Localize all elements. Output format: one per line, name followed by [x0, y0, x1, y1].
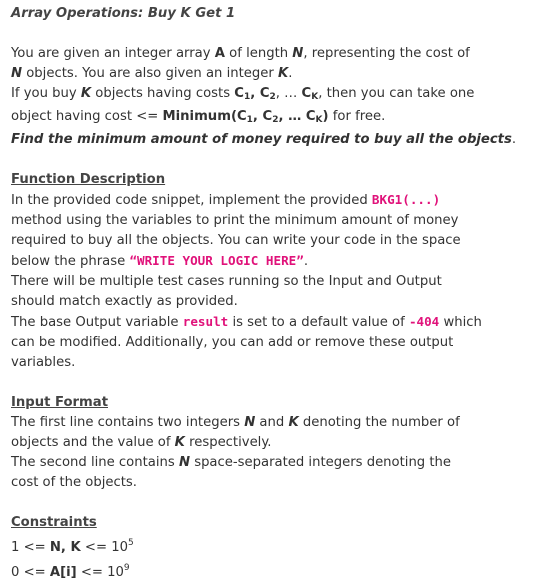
intro-line-3: If you buy K objects having costs $C_1$, $C_2$, … $C_K$, then you can take one [11, 86, 475, 102]
cost-c1: C [234, 86, 244, 101]
text: ) [322, 109, 329, 124]
text: The first line contains two integers [11, 415, 245, 430]
constraint-2 [11, 558, 549, 583]
if-line-3 [11, 453, 549, 473]
text: . [511, 132, 517, 147]
var-ai: A[i] [49, 565, 77, 580]
fd-line-7 [11, 312, 549, 333]
subscript: 1 [243, 92, 251, 102]
text: respectively. [184, 435, 272, 450]
result-variable: result [182, 314, 229, 329]
text: which [439, 315, 482, 330]
fd-line-9: variables. [11, 355, 76, 370]
var-k: K [288, 415, 299, 430]
text: , C [252, 109, 273, 124]
var-a: A [214, 46, 225, 61]
text: <= 10 [76, 565, 124, 580]
var-nk: N, K [49, 540, 81, 555]
text: objects and the value of [11, 435, 175, 450]
fd-line-5: There will be multiple test cases running so the Input and Output [11, 274, 442, 289]
text: The second line contains [11, 455, 179, 470]
text: for free. [328, 109, 386, 124]
task-line [11, 130, 549, 150]
constraint-1 [11, 533, 549, 558]
var-n: N [11, 66, 23, 81]
text: The base Output variable [11, 315, 183, 330]
var-k: K [174, 435, 185, 450]
subscript: 1 [246, 115, 253, 125]
var-n: N [244, 415, 256, 430]
cost-ck: C [301, 86, 312, 101]
cost-c2: C [259, 86, 270, 101]
fd-line-1 [11, 190, 549, 211]
subscript: 2 [272, 115, 279, 125]
fd-line-8: can be modified. Additionally, you can add or remove these output [11, 335, 454, 350]
text: 0 <= [11, 565, 50, 580]
fd-line-3: required to buy all the objects. You can write your code in the space [11, 233, 461, 248]
intro-line-2 [11, 64, 549, 84]
text: is set to a default value of [228, 315, 409, 330]
if-line-2 [11, 433, 549, 453]
text: In the provided code snippet, implement the provided [11, 193, 372, 208]
text: If you buy [11, 86, 81, 101]
if-line-1 [11, 413, 549, 433]
page-title: Array Operations: Buy K Get 1 [11, 6, 236, 21]
var-k: K [80, 86, 92, 101]
text: , … [275, 86, 302, 101]
exponent: 9 [123, 563, 130, 573]
function-description-heading: Function Description [11, 172, 166, 187]
text: denoting the number of [298, 415, 460, 430]
subscript: K [311, 92, 319, 102]
fd-line-4 [11, 251, 549, 272]
fd-line-2: method using the variables to print the minimum amount of money [11, 213, 459, 228]
input-format-heading: Input Format [11, 395, 108, 410]
exponent: 5 [128, 538, 134, 548]
logic-phrase: “WRITE YOUR LOGIC HERE” [129, 253, 304, 268]
text: , then you can take one [318, 86, 475, 101]
if-line-4: cost of the objects. [11, 475, 137, 490]
text: . [288, 66, 293, 81]
text: <= 10 [80, 540, 128, 555]
minimum-fn: Minimum(C [162, 109, 247, 124]
var-k: K [277, 66, 289, 81]
text: object having cost <= [11, 109, 163, 124]
text: , … C [278, 109, 316, 124]
constraints-heading: Constraints [11, 515, 97, 530]
subscript: 2 [269, 92, 276, 102]
text: space-separated integers denoting the [190, 455, 452, 470]
text: objects. You are also given an integer [22, 66, 278, 81]
text: , representing the cost of [303, 46, 470, 61]
text: and [255, 415, 289, 430]
text: below the phrase [11, 254, 130, 269]
text: of length [224, 46, 293, 61]
text: . [303, 254, 309, 269]
intro-line-1 [11, 44, 549, 64]
default-value: -404 [408, 314, 440, 329]
intro-line-4 [11, 107, 549, 130]
text: objects having costs [91, 86, 235, 101]
text: 1 <= [11, 540, 50, 555]
text: You are given an integer array [11, 46, 215, 61]
function-name: BKG1(...) [371, 192, 441, 207]
var-n: N [292, 46, 304, 61]
fd-line-6: should match exactly as provided. [11, 294, 238, 309]
task-statement: Find the minimum amount of money required to buy all the objects [11, 132, 512, 147]
var-n: N [178, 455, 190, 470]
subscript: K [315, 115, 323, 125]
